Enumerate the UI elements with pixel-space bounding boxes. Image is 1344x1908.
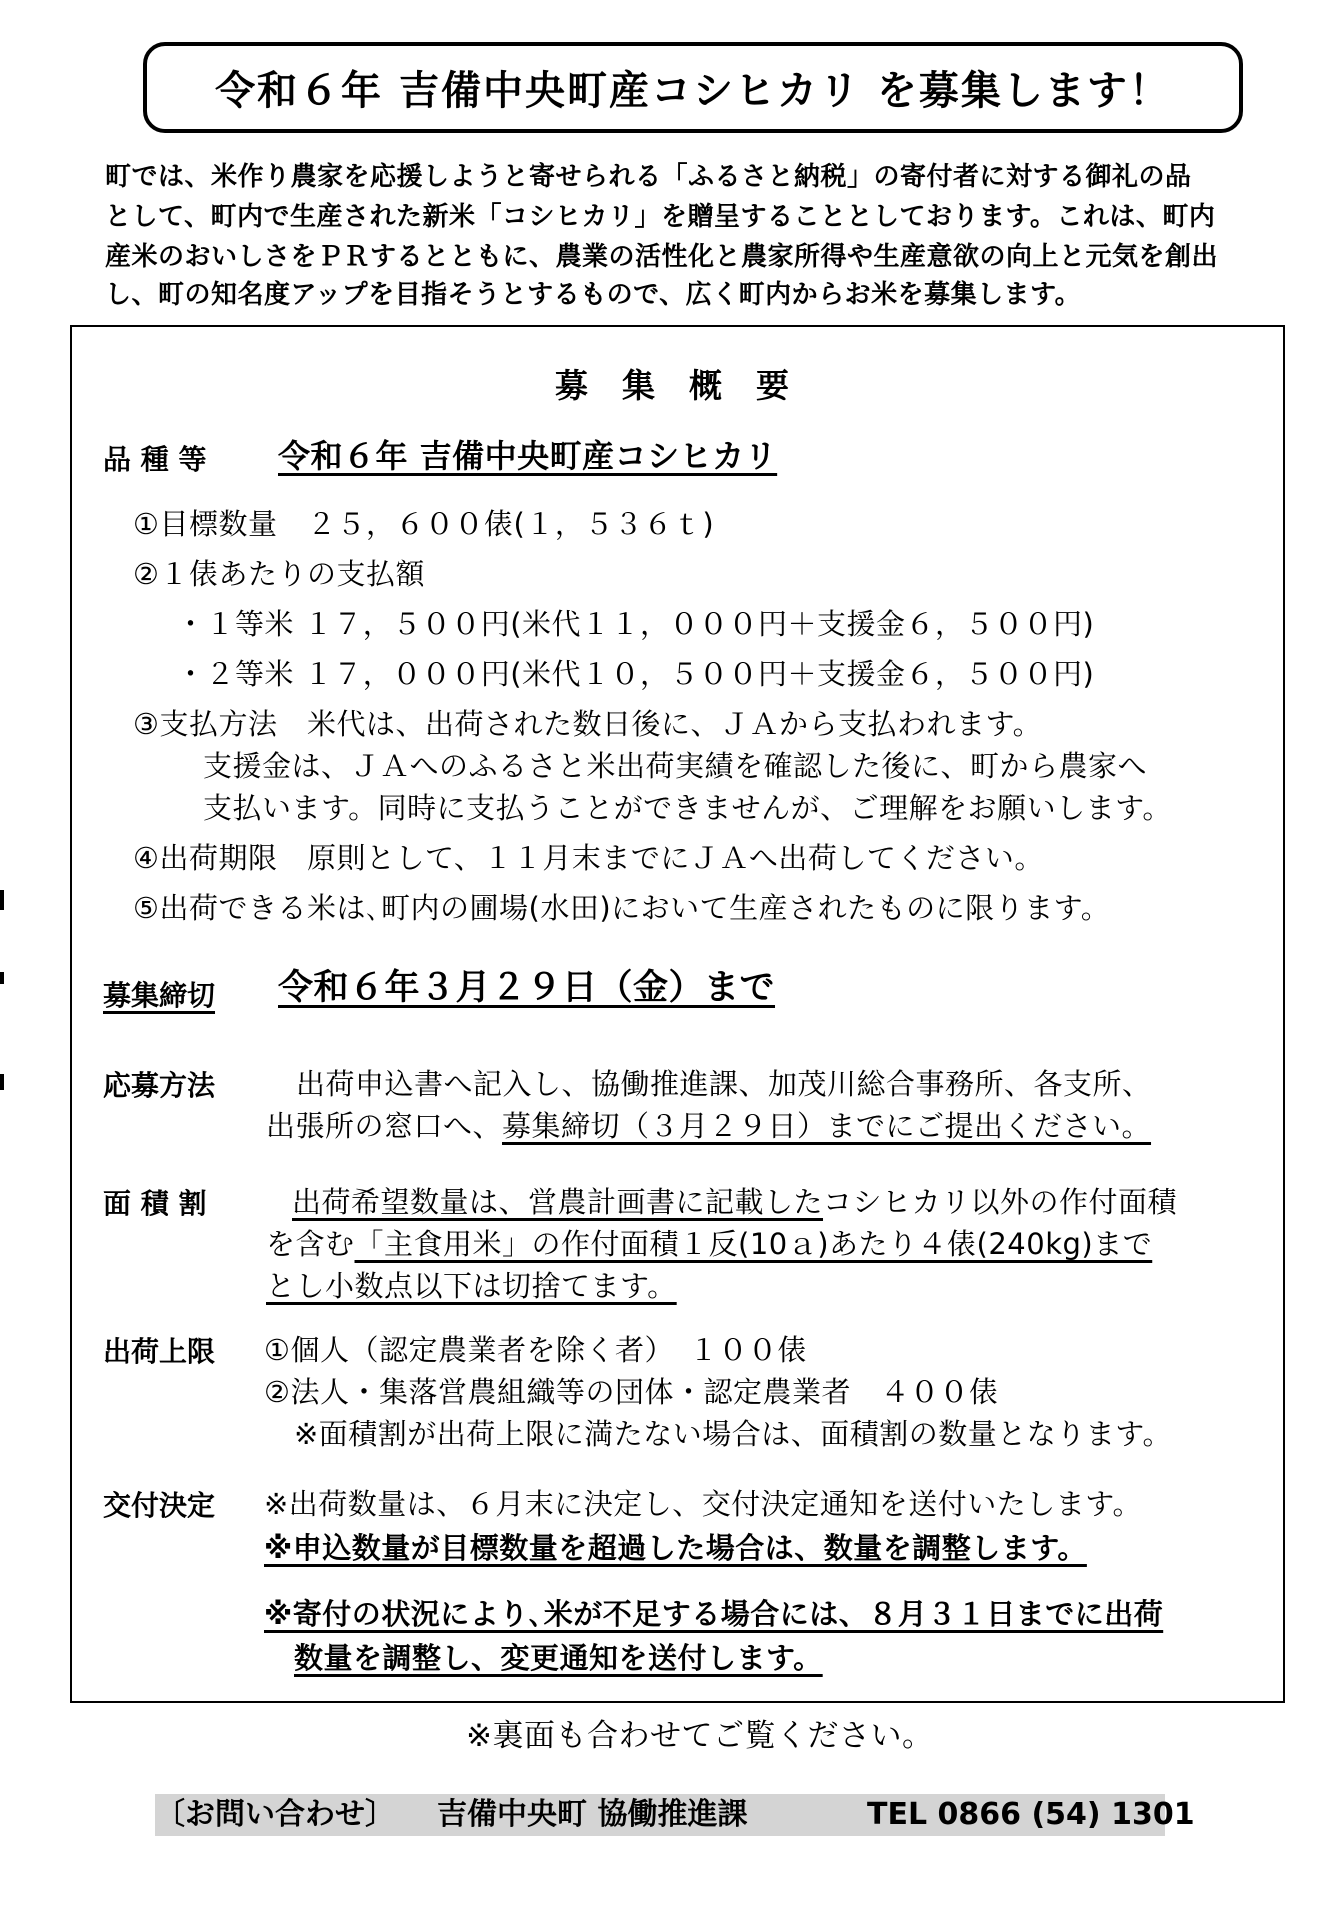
variety-label: 品 種 等 [103, 443, 207, 476]
contact-label: 〔お問い合わせ〕 [155, 1797, 395, 1832]
variety-value: 令和６年 吉備中央町産コシヒカリ [278, 437, 778, 475]
area-line-2-emphasis: 「主食用米」の作付面積１反(10ａ)あたり４俵(240kg)まで [354, 1227, 1153, 1261]
decision-line-2: ※申込数量が目標数量を超過した場合は、数量を調整します。 [264, 1531, 1087, 1565]
decision-line-1: ※出荷数量は、６月末に決定し、交付決定通知を送付いたします。 [264, 1487, 1142, 1521]
payment-title: ②１俵あたりの支払額 [133, 557, 425, 591]
area-line-1-emphasis: 出荷希望数量は、営農計画書に記載した [292, 1185, 824, 1219]
apply-line-1: 出荷申込書へ記入し、協働推進課、加茂川総合事務所、各支所、 [296, 1067, 1152, 1101]
deadline-value: 令和６年３月２９日（金）まで [278, 968, 776, 1008]
limit-label: 出荷上限 [103, 1335, 216, 1368]
decision-line-4: 数量を調整し、変更通知を送付します。 [294, 1641, 823, 1675]
margin-mark [0, 890, 4, 910]
area-line-3: とし小数点以下は切捨てます。 [266, 1269, 677, 1303]
apply-line-2-emphasis: 募集締切（３月２９日）までにご提出ください。 [502, 1109, 1152, 1143]
decision-line-3: ※寄付の状況により､米が不足する場合には、８月３１日までに出荷 [264, 1597, 1164, 1631]
target-quantity: ①目標数量 ２５，６００俵(１，５３６ｔ) [133, 507, 715, 541]
deadline-label: 募集締切 [103, 979, 216, 1012]
payment-grade-2: ・２等米 １７，０００円(米代１０，５００円＋支援金６，５００円) [176, 657, 1095, 691]
contact-tel: TEL 0866 (54) 1301 [867, 1797, 1195, 1832]
payment-method-3: 支払います。同時に支払うことができませんが、ご理解をお願いします。 [203, 791, 1172, 825]
intro-line-4: し、町の知名度アップを目指そうとするもので、広く町内からお米を募集します。 [105, 280, 1082, 310]
limit-line-2: ②法人・集落営農組織等の団体・認定農業者 ４００俵 [264, 1375, 999, 1409]
area-label: 面 積 割 [103, 1187, 207, 1220]
limit-line-3: ※面積割が出荷上限に満たない場合は、面積割の数量となります。 [294, 1417, 1172, 1451]
eligible-rice: ⑤出荷できる米は､町内の圃場(水田)において生産されたものに限ります。 [133, 891, 1111, 925]
limit-line-1: ①個人（認定農業者を除く者） １００俵 [264, 1333, 807, 1367]
apply-label: 応募方法 [103, 1069, 216, 1102]
margin-mark [0, 972, 4, 984]
area-line-2 [266, 1226, 1152, 1262]
intro-line-2: として、町内で生産された新米「コシヒカリ」を贈呈することとしております。これは、町内 [105, 202, 1216, 232]
intro-line-3: 産米のおいしさをＰＲするとともに、農業の活性化と農家所得や生産意欲の向上と元気を創出 [105, 242, 1219, 272]
area-line-2-text: を含む [266, 1227, 355, 1261]
page-title: 令和６年 吉備中央町産コシヒカリ を募集します！ [215, 68, 1171, 114]
summary-heading: 募 集 概 要 [555, 366, 790, 405]
back-note: ※裏面も合わせてご覧ください。 [466, 1718, 934, 1754]
payment-method-2: 支援金は、ＪＡへのふるさと米出荷実績を確認した後に、町から農家へ [203, 749, 1148, 783]
apply-line-2 [266, 1108, 1151, 1144]
contact-bar [155, 1794, 1195, 1836]
payment-method-1: ③支払方法 米代は、出荷された数日後に、ＪＡから支払われます。 [133, 707, 1043, 741]
apply-line-2-text: 出張所の窓口へ、 [266, 1109, 503, 1143]
title-box [143, 42, 1243, 133]
area-line-1-text: コシヒカリ以外の作付面積 [823, 1185, 1178, 1219]
intro-line-1: 町では、米作り農家を応援しようと寄せられる「ふるさと納税」の寄付者に対する御礼の品 [105, 162, 1192, 192]
decision-label: 交付決定 [103, 1489, 216, 1522]
shipping-deadline: ④出荷期限 原則として、１１月末までにＪＡへ出荷してください。 [133, 841, 1044, 875]
area-line-1 [292, 1184, 1177, 1220]
margin-mark [0, 1074, 4, 1090]
contact-org: 吉備中央町 協働推進課 [437, 1797, 748, 1832]
payment-grade-1: ・１等米 １７，５００円(米代１１，０００円＋支援金６，５００円) [176, 607, 1095, 641]
